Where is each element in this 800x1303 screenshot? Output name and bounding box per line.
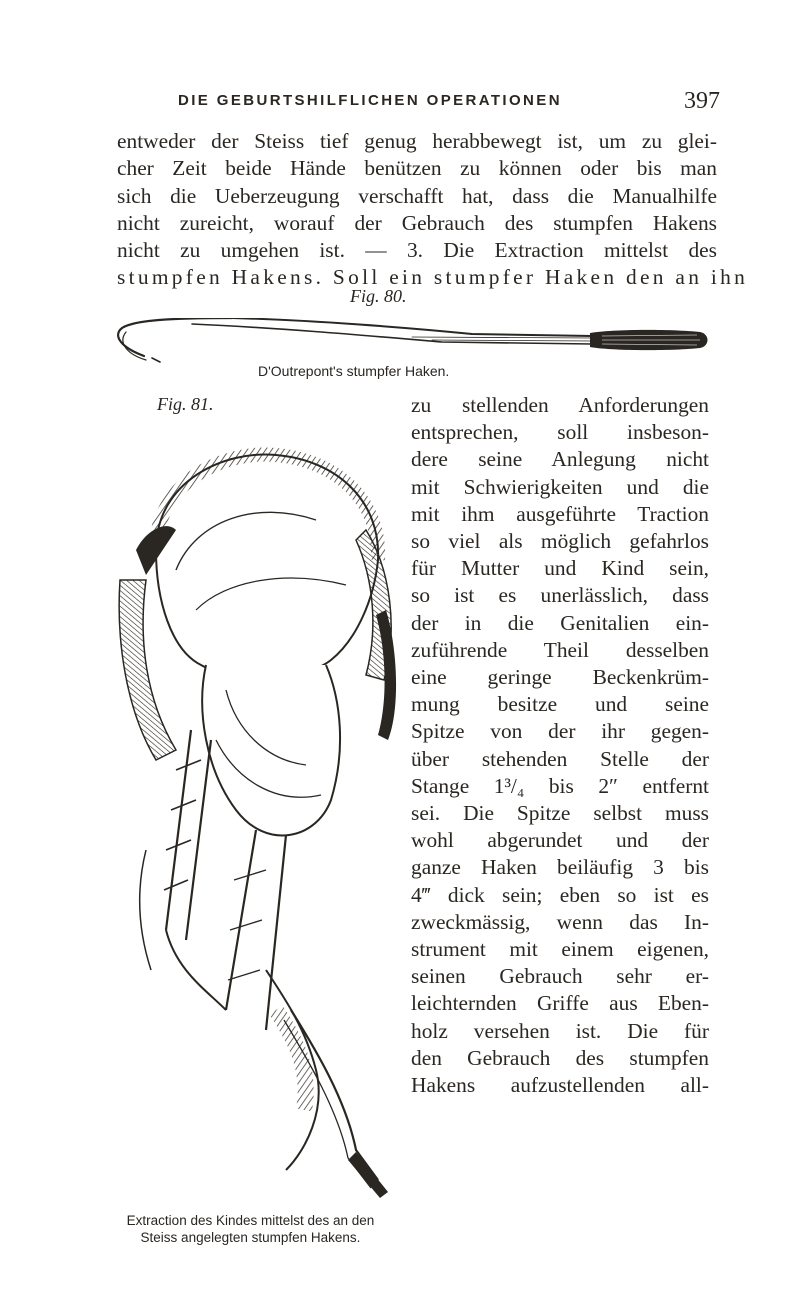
text-line: nicht zureicht, worauf der Gebrauch des stumpfen Hakens: [117, 210, 717, 235]
text-line: ganze Haken beiläufig 3 bis: [411, 855, 709, 880]
figure-80-label: Fig. 80.: [350, 286, 407, 306]
text-line: für Mutter und Kind sein,: [411, 556, 709, 581]
figure-80-caption: D'Outrepont's stumpfer Haken.: [258, 363, 450, 379]
text-line: entweder der Steiss tief genug herabbewegt ist, um zu glei-: [117, 129, 717, 153]
text-line: seinen Gebrauch sehr er-: [411, 964, 709, 989]
text-line: cher Zeit beide Hände benützen zu können oder bis man: [117, 156, 717, 181]
text-line: sich die Ueberzeugung verschafft hat, dass die Manualhilfe: [117, 183, 717, 208]
figure-81-label: Fig. 81.: [157, 394, 214, 414]
text-line: so ist es unerlässlich, dass: [411, 583, 709, 608]
caption-line: Extraction des Kindes mittelst des an den: [126, 1213, 375, 1228]
text-line: stumpfen Hakens. Soll ein stumpfer Haken den an ihn: [117, 265, 749, 290]
text-line: den Gebrauch des stumpfen: [411, 1045, 709, 1070]
page-number: 397: [684, 88, 720, 114]
text-line: holz versehen ist. Die für: [411, 1018, 709, 1043]
text-line: Hakens aufzustellenden all-: [411, 1073, 709, 1098]
text-line: mit Schwierigkeiten und die: [411, 474, 709, 499]
text-line: der in die Genitalien ein-: [411, 610, 709, 635]
text-line: sei. Die Spitze selbst muss: [411, 801, 709, 826]
text-line: zweckmässig, wenn das In-: [411, 909, 709, 934]
text-line: Stange 1³/₄ bis 2″ entfernt: [411, 773, 709, 798]
extraction-illustration: [116, 410, 406, 1200]
text-line: zu stellenden Anforderungen: [411, 393, 709, 417]
figure-81-caption: [108, 1212, 393, 1246]
text-line: dere seine Anlegung nicht: [411, 447, 709, 472]
text-line: so viel als möglich gefahrlos: [411, 529, 709, 554]
running-head: [0, 88, 800, 116]
text-line: strument mit einem eigenen,: [411, 937, 709, 962]
text-line: 4‴ dick sein; eben so ist es: [411, 882, 709, 907]
caption-line: Steiss angelegten stumpfen Hakens.: [140, 1230, 361, 1245]
body-text-column: [411, 392, 709, 1099]
text-line: über stehenden Stelle der: [411, 746, 709, 771]
text-line: Spitze von der ihr gegen-: [411, 719, 709, 744]
blunt-hook-illustration: [112, 318, 712, 364]
text-line: mung besitze und seine: [411, 692, 709, 717]
running-title: DIE GEBURTSHILFLICHEN OPERATIONEN: [178, 92, 562, 109]
text-line: eine geringe Beckenkrüm-: [411, 665, 709, 690]
text-line: leichternden Griffe aus Eben-: [411, 991, 709, 1016]
text-line: mit ihm ausgeführte Traction: [411, 501, 709, 526]
text-line: zuführende Theil desselben: [411, 637, 709, 662]
body-text-top: [117, 128, 749, 292]
text-line: nicht zu umgehen ist. — 3. Die Extraction mittelst des: [117, 238, 717, 263]
text-line: entsprechen, soll insbeson-: [411, 420, 709, 445]
text-line: wohl abgerundet und der: [411, 828, 709, 853]
